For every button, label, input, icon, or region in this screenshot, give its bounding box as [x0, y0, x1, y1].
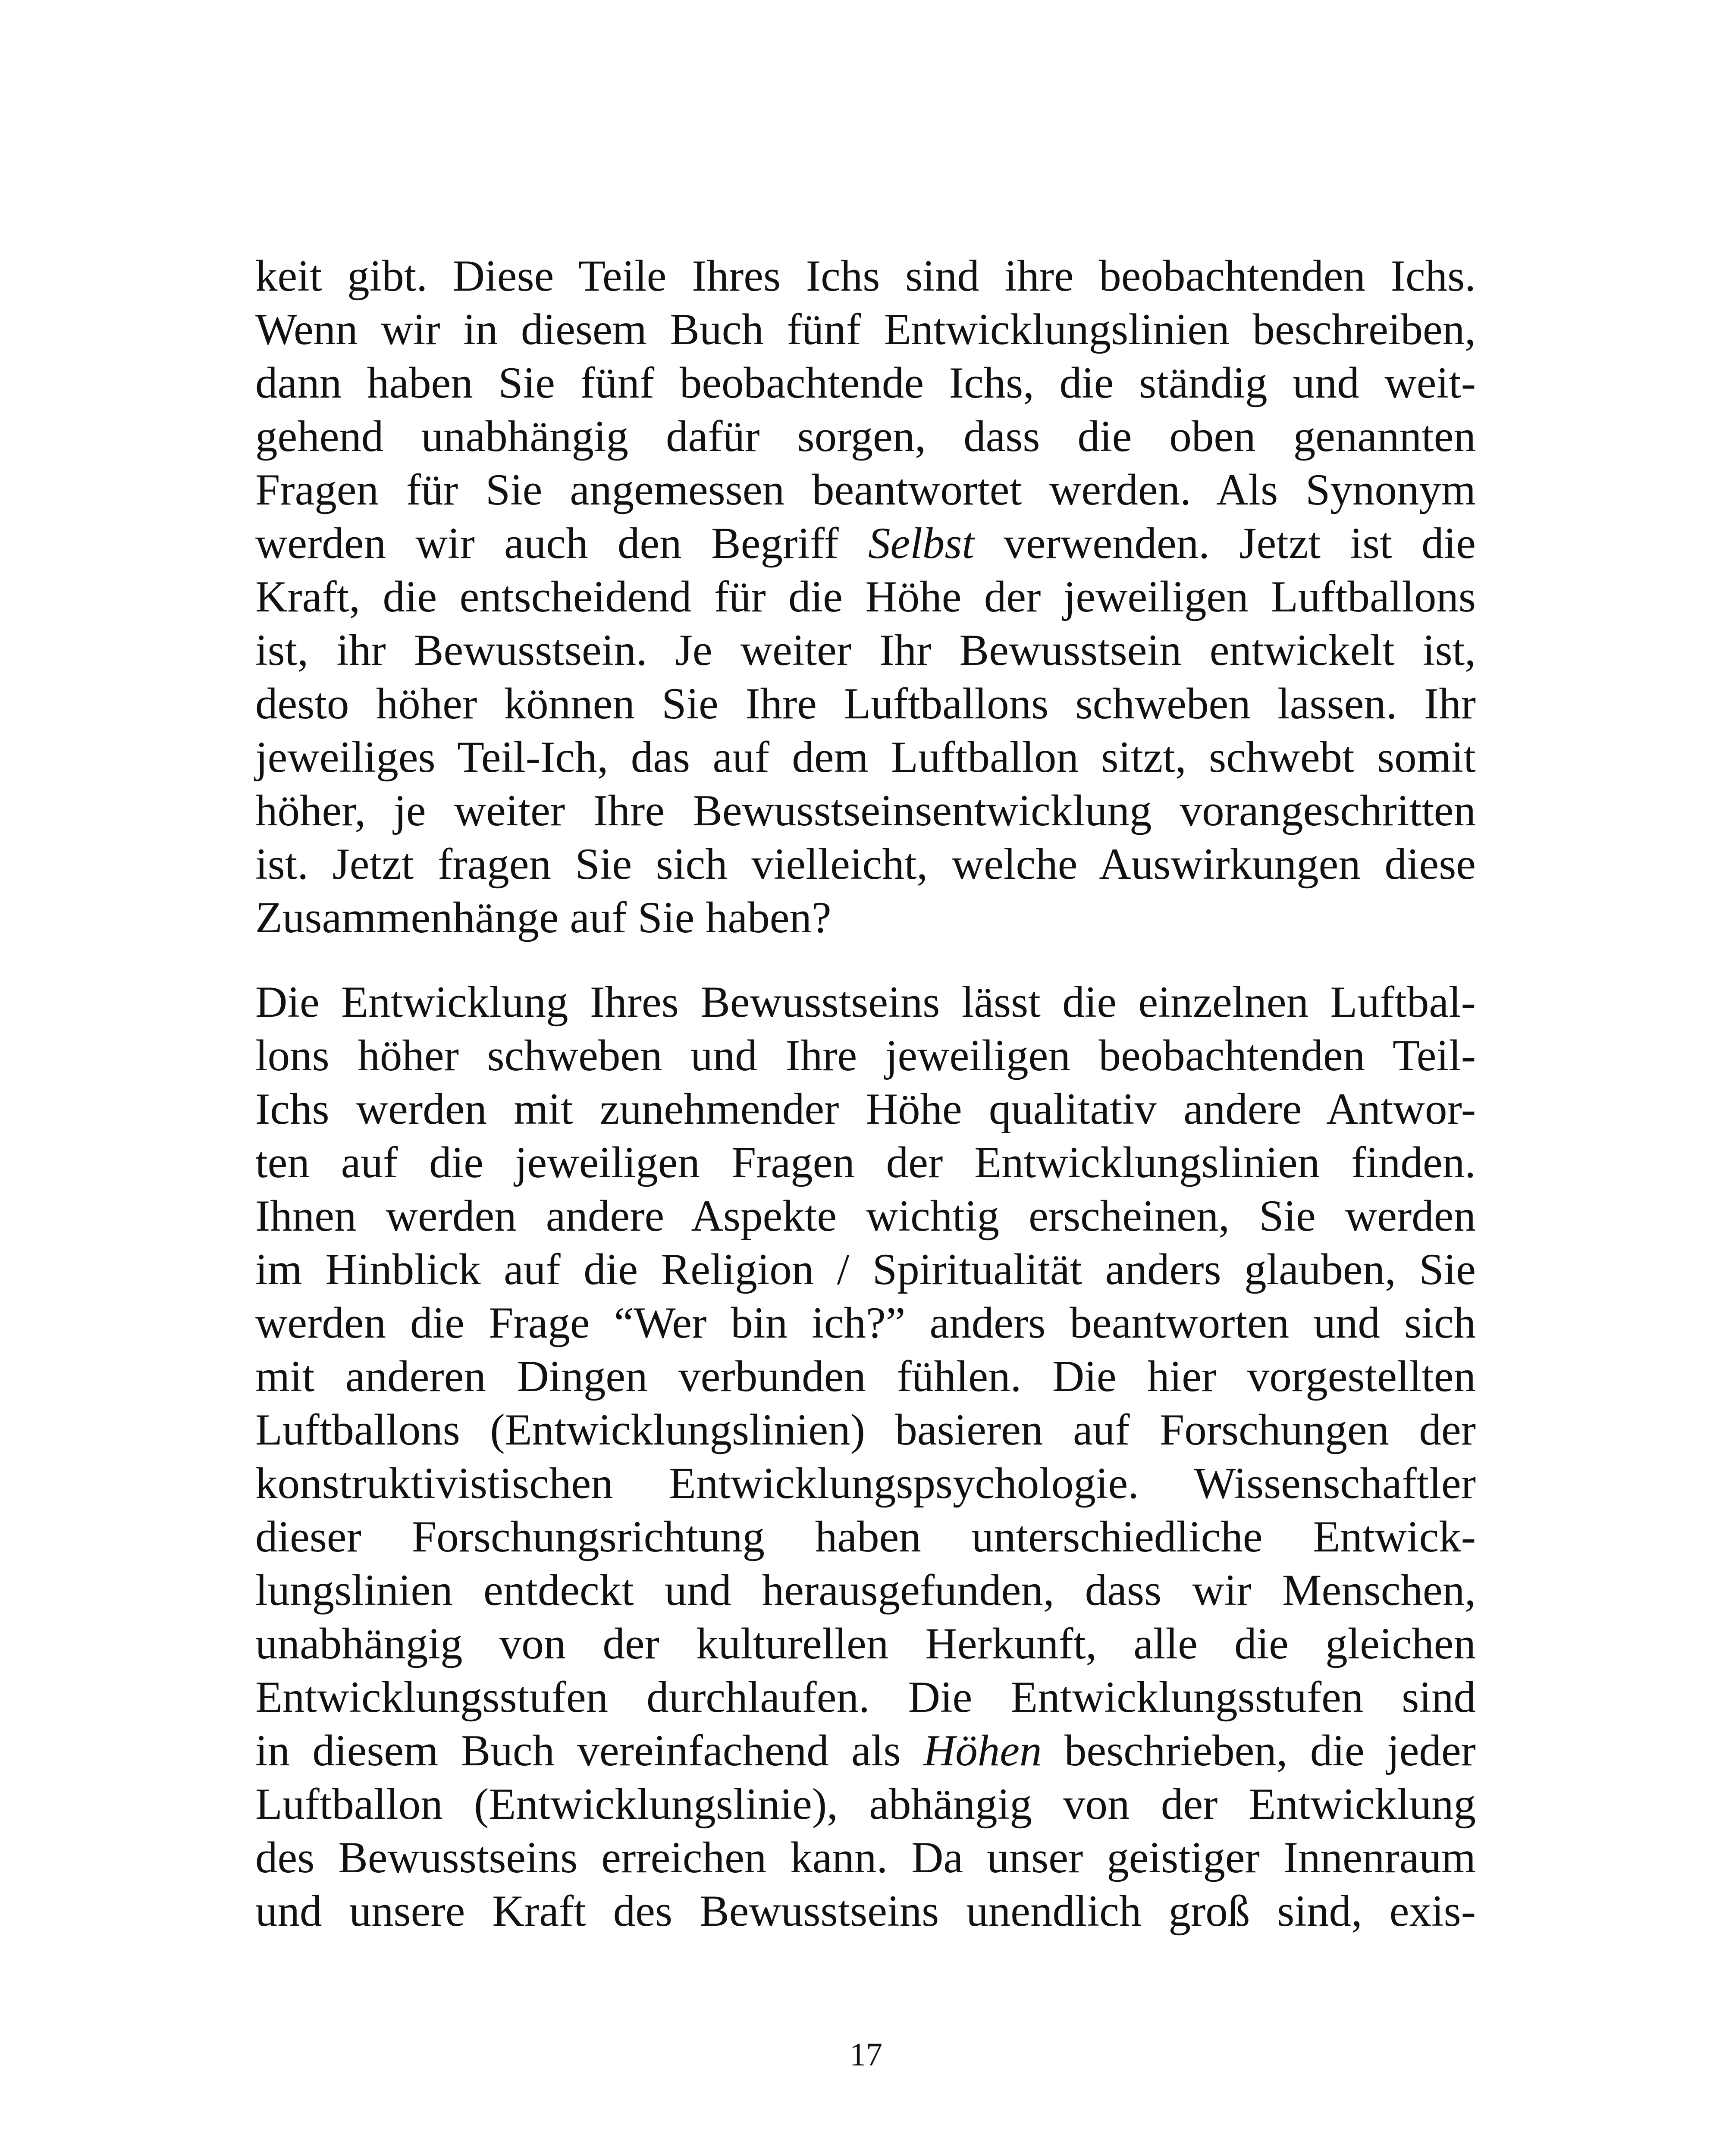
text-line: mit anderen Dingen verbunden fühlen. Die hier vorgestellten: [255, 1352, 1476, 1401]
text-line: werden die Frage “Wer bin ich?” anders beantworten und sich: [255, 1298, 1476, 1348]
paragraph-2: [255, 975, 1476, 1938]
text-line: lons höher schweben und Ihre jeweiligen beobachtenden Teil-: [255, 1031, 1476, 1080]
text-line: dann haben Sie fünf beobachtende Ichs, die ständig und weit-: [255, 358, 1476, 407]
text-line: im Hinblick auf die Religion / Spiritualität anders glauben, Sie: [255, 1245, 1476, 1294]
text-line: und unsere Kraft des Bewusstseins unendlich groß sind, exis-: [255, 1887, 1476, 1936]
text-line-with-emphasis: [255, 517, 1476, 570]
text-line: lungslinien entdeckt und herausgefunden, dass wir Menschen,: [255, 1566, 1476, 1615]
text-line: Zusammenhänge auf Sie haben?: [255, 893, 831, 942]
text-segment: verwenden. Jetzt ist die: [974, 519, 1476, 568]
text-line: Luftballon (Entwicklungslinie), abhängig von der Entwicklung: [255, 1780, 1476, 1829]
text-line: konstruktivistischen Entwicklungspsychologie. Wissenschaftler: [255, 1459, 1476, 1508]
emphasized-term: Höhen: [923, 1726, 1042, 1775]
text-line: Kraft, die entscheidend für die Höhe der jeweiligen Luftballons: [255, 572, 1476, 621]
text-line: dieser Forschungsrichtung haben unterschiedliche Entwick-: [255, 1512, 1476, 1561]
emphasized-term: Selbst: [868, 519, 975, 568]
text-line: jeweiliges Teil-Ich, das auf dem Luftballon sitzt, schwebt somit: [255, 733, 1476, 782]
text-line: ist. Jetzt fragen Sie sich vielleicht, welche Auswirkungen diese: [255, 840, 1476, 889]
text-segment: in diesem Buch vereinfachend als: [255, 1726, 923, 1775]
text-line: Fragen für Sie angemessen beantwortet werden. Als Synonym: [255, 465, 1476, 514]
text-segment: beschrieben, die jeder: [1042, 1726, 1476, 1775]
text-line: Luftballons (Entwicklungslinien) basieren auf Forschungen der: [255, 1405, 1476, 1454]
text-line: gehend unabhängig dafür sorgen, dass die oben genannten: [255, 412, 1476, 461]
text-line: Wenn wir in diesem Buch fünf Entwicklungslinien beschreiben,: [255, 305, 1476, 354]
text-line: desto höher können Sie Ihre Luftballons schweben lassen. Ihr: [255, 679, 1476, 728]
text-line: Entwicklungsstufen durchlaufen. Die Entwicklungsstufen sind: [255, 1673, 1476, 1722]
text-line: unabhängig von der kulturellen Herkunft, alle die gleichen: [255, 1619, 1476, 1668]
text-line: Die Entwicklung Ihres Bewusstseins lässt die einzelnen Luftbal-: [255, 978, 1476, 1027]
paragraph-1: [255, 249, 1476, 944]
text-line: des Bewusstseins erreichen kann. Da unser geistiger Innenraum: [255, 1833, 1476, 1882]
text-line: keit gibt. Diese Teile Ihres Ichs sind ihre beobachtenden Ichs.: [255, 251, 1476, 301]
text-line-with-emphasis: [255, 1724, 1476, 1777]
text-line: ist, ihr Bewusstsein. Je weiter Ihr Bewusstsein entwickelt ist,: [255, 626, 1476, 675]
text-line: Ihnen werden andere Aspekte wichtig erscheinen, Sie werden: [255, 1191, 1476, 1241]
text-line: höher, je weiter Ihre Bewusstseinsentwicklung vorangeschritten: [255, 786, 1476, 835]
text-segment: werden wir auch den Begriff: [255, 519, 868, 568]
text-line: Ichs werden mit zunehmender Höhe qualitativ andere Antwor-: [255, 1084, 1476, 1134]
page-number: 17: [850, 2037, 882, 2073]
text-line: ten auf die jeweiligen Fragen der Entwicklungslinien finden.: [255, 1138, 1476, 1187]
